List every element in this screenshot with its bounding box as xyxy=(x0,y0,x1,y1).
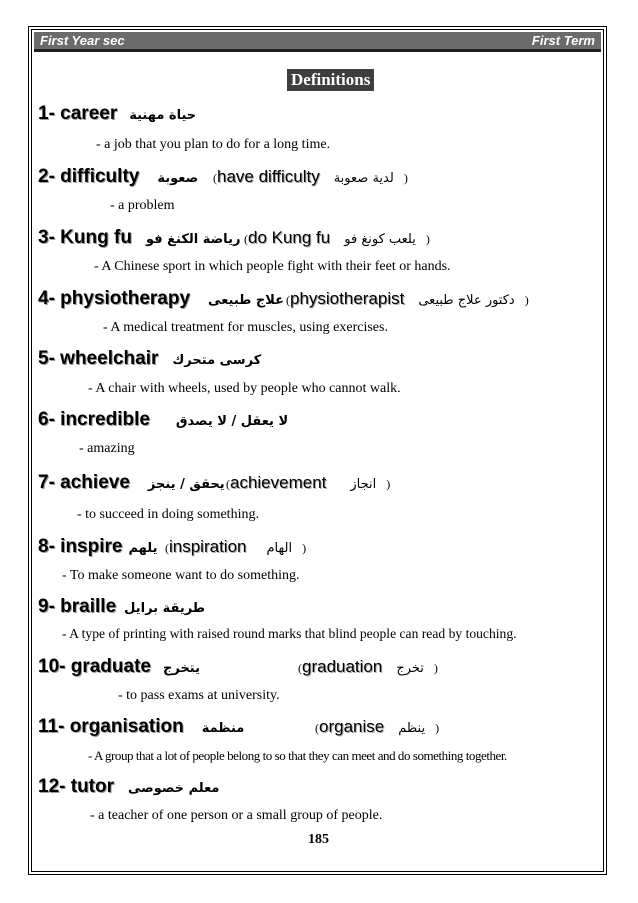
term-arabic: كرسى متحرك xyxy=(172,353,262,368)
related-form: ( do Kung fu يلعب كونغ فو ) xyxy=(244,228,430,247)
header-left: First Year sec xyxy=(40,33,125,48)
term-word: 7- achieve xyxy=(38,472,130,493)
term-arabic: يلهم xyxy=(128,541,158,556)
related-word: achievement xyxy=(230,473,327,492)
entry-term xyxy=(38,472,225,494)
related-form: ( inspiration الهام ) xyxy=(165,537,307,556)
term-arabic: علاج طبيعى xyxy=(208,293,285,308)
entry-term xyxy=(38,103,196,125)
term-arabic: طريقة برايل xyxy=(124,601,206,616)
term-word: 9- braille xyxy=(38,596,117,617)
related-form: ( organise ينظم ) xyxy=(315,717,440,736)
related-arabic: تخرج xyxy=(396,661,424,676)
related-arabic: ينظم xyxy=(398,721,426,736)
term-arabic: رياضة الكنغ فو xyxy=(145,232,241,247)
related-form: ( achievement انجاز ) xyxy=(226,473,391,492)
entry-definition: - A chair with wheels, used by people who cannot walk. xyxy=(88,381,401,396)
entry-definition: - A group that a lot of people belong to so that they can meet and do something together. xyxy=(88,748,507,763)
related-arabic: لدية صعوبة xyxy=(333,171,394,186)
page-number: 185 xyxy=(308,832,329,847)
term-word: 8- inspire xyxy=(38,536,123,557)
related-word: organise xyxy=(319,717,385,736)
entry-definition: - A Chinese sport in which people fight with their feet or hands. xyxy=(94,259,451,274)
related-word: do Kung fu xyxy=(248,228,331,247)
entry-definition: - a teacher of one person or a small group of people. xyxy=(90,808,383,823)
term-word: 12- tutor xyxy=(38,776,114,797)
term-word: 2- difficulty xyxy=(38,166,140,187)
term-word: 6- incredible xyxy=(38,409,150,430)
entry-definition: - A medical treatment for muscles, using exercises. xyxy=(103,320,388,335)
term-word: 11- organisation xyxy=(38,716,184,737)
term-arabic: منظمة xyxy=(201,721,245,736)
related-form: ( physiotherapist دكتور علاج طبيعى ) xyxy=(286,289,529,308)
related-arabic: دكتور علاج طبيعى xyxy=(418,293,515,308)
related-arabic: الهام xyxy=(266,541,293,556)
related-word: physiotherapist xyxy=(290,289,405,308)
term-word: 3- Kung fu xyxy=(38,227,132,248)
related-form: ( have difficulty لدية صعوبة ) xyxy=(213,167,408,186)
related-word: have difficulty xyxy=(217,167,320,186)
term-arabic: صعوبة xyxy=(157,171,199,186)
entry-term xyxy=(38,409,288,431)
term-word: 10- graduate xyxy=(38,656,151,677)
entry-term xyxy=(38,716,244,738)
entry-term xyxy=(38,227,240,249)
entry-definition: - A type of printing with raised round marks that blind people can read by touching. xyxy=(62,626,517,641)
entry-term xyxy=(38,776,219,798)
related-arabic: يلعب كونغ فو xyxy=(344,232,416,247)
related-arabic: انجاز xyxy=(350,477,377,492)
entry-term xyxy=(38,596,205,618)
entry-term xyxy=(38,536,157,558)
entry-definition: - a job that you plan to do for a long time. xyxy=(96,137,331,152)
entry-term xyxy=(38,656,200,678)
header-bar xyxy=(34,32,601,52)
page-title: Definitions xyxy=(287,69,374,91)
term-word: 1- career xyxy=(38,103,118,124)
term-arabic: حياة مهنية xyxy=(129,108,197,123)
entry-term xyxy=(38,348,261,370)
term-arabic: لا يعقل / لا يصدق xyxy=(175,414,289,429)
term-word: 5- wheelchair xyxy=(38,348,159,369)
entry-term xyxy=(38,288,284,310)
entry-definition: - To make someone want to do something. xyxy=(62,568,300,583)
entry-definition: - to pass exams at university. xyxy=(118,688,280,703)
related-word: inspiration xyxy=(169,537,247,556)
related-word: graduation xyxy=(302,657,383,676)
entry-definition: - a problem xyxy=(110,198,175,213)
term-arabic: يحقق / ينجز xyxy=(147,477,225,492)
related-form: ( graduation تخرج ) xyxy=(298,657,438,676)
term-arabic: يتخرج xyxy=(162,661,200,676)
term-arabic: معلم خصوصى xyxy=(128,781,220,796)
term-word: 4- physiotherapy xyxy=(38,288,191,309)
entry-definition: - to succeed in doing something. xyxy=(77,507,259,522)
entry-definition: - amazing xyxy=(79,441,135,456)
header-right: First Term xyxy=(531,33,595,48)
entry-term xyxy=(38,166,198,188)
